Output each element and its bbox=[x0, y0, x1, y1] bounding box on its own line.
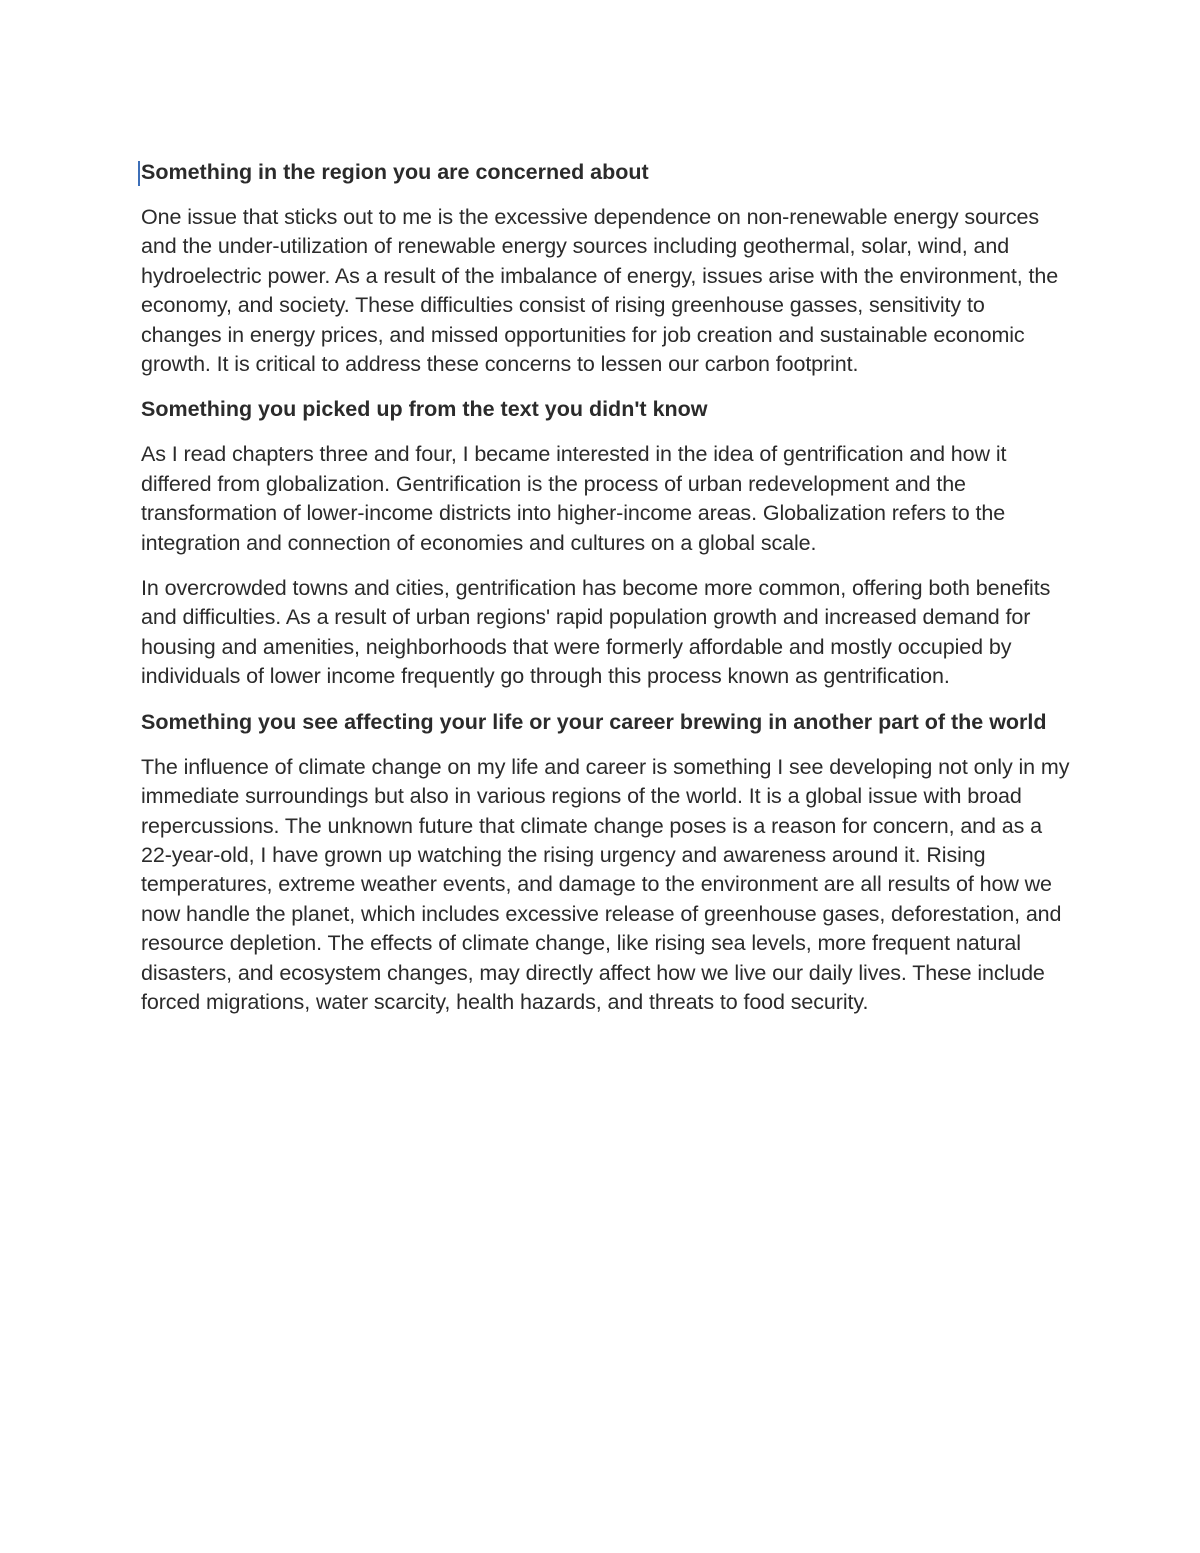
document-body[interactable] bbox=[141, 158, 1071, 1033]
section-paragraph: One issue that sticks out to me is the excessive dependence on non-renewable energy sources and the under-utilization of renewable energy sources including geothermal, solar, wind, and hydroelectric power. As a result of the imbalance of energy, issues arise with the environment, the economy, and society. These difficulties consist of rising greenhouse gasses, sensitivity to changes in energy prices, and missed opportunities for job creation and sustainable economic growth. It is critical to address these concerns to lessen our carbon footprint. bbox=[141, 205, 1059, 377]
section-global-impact bbox=[141, 708, 1071, 1018]
section-heading: Something in the region you are concerned about bbox=[141, 160, 649, 184]
text-cursor bbox=[138, 161, 140, 186]
section-text-learning bbox=[141, 395, 1071, 691]
section-heading: Something you see affecting your life or your career brewing in another part of the world bbox=[141, 709, 1047, 734]
section-paragraph: As I read chapters three and four, I became interested in the idea of gentrification and how it differed from globalization. Gentrification is the process of urban redevelopment and the transformation of lower-income districts into higher-income areas. Globalization refers to the integration and connection of economies and cultures on a global scale. bbox=[141, 442, 1007, 555]
section-paragraph: In overcrowded towns and cities, gentrification has become more common, offering both benefits and difficulties. As a result of urban regions' rapid population growth and increased demand for housing and amenities, neighborhoods that were formerly affordable and mostly occupied by individuals of lower income frequently go through this process known as gentrification. bbox=[141, 576, 1051, 689]
section-heading: Something you picked up from the text you didn't know bbox=[141, 397, 708, 422]
section-region-concern bbox=[141, 158, 1071, 379]
section-paragraph: The influence of climate change on my life and career is something I see developing not only in my immediate surroundings but also in various regions of the world. It is a global issue with broad repercussions. The unknown future that climate change poses is a reason for concern, and as a 22-year-old, I have grown up watching the rising urgency and awareness around it. Rising temperatures, extreme weather events, and damage to the environment are all results of how we now handle the planet, which includes excessive release of greenhouse gases, deforestation, and resource depletion. The effects of climate change, like rising sea levels, more frequent natural disasters, and ecosystem changes, may directly affect how we live our daily lives. These include forced migrations, water scarcity, health hazards, and threats to food security. bbox=[141, 754, 1070, 1014]
